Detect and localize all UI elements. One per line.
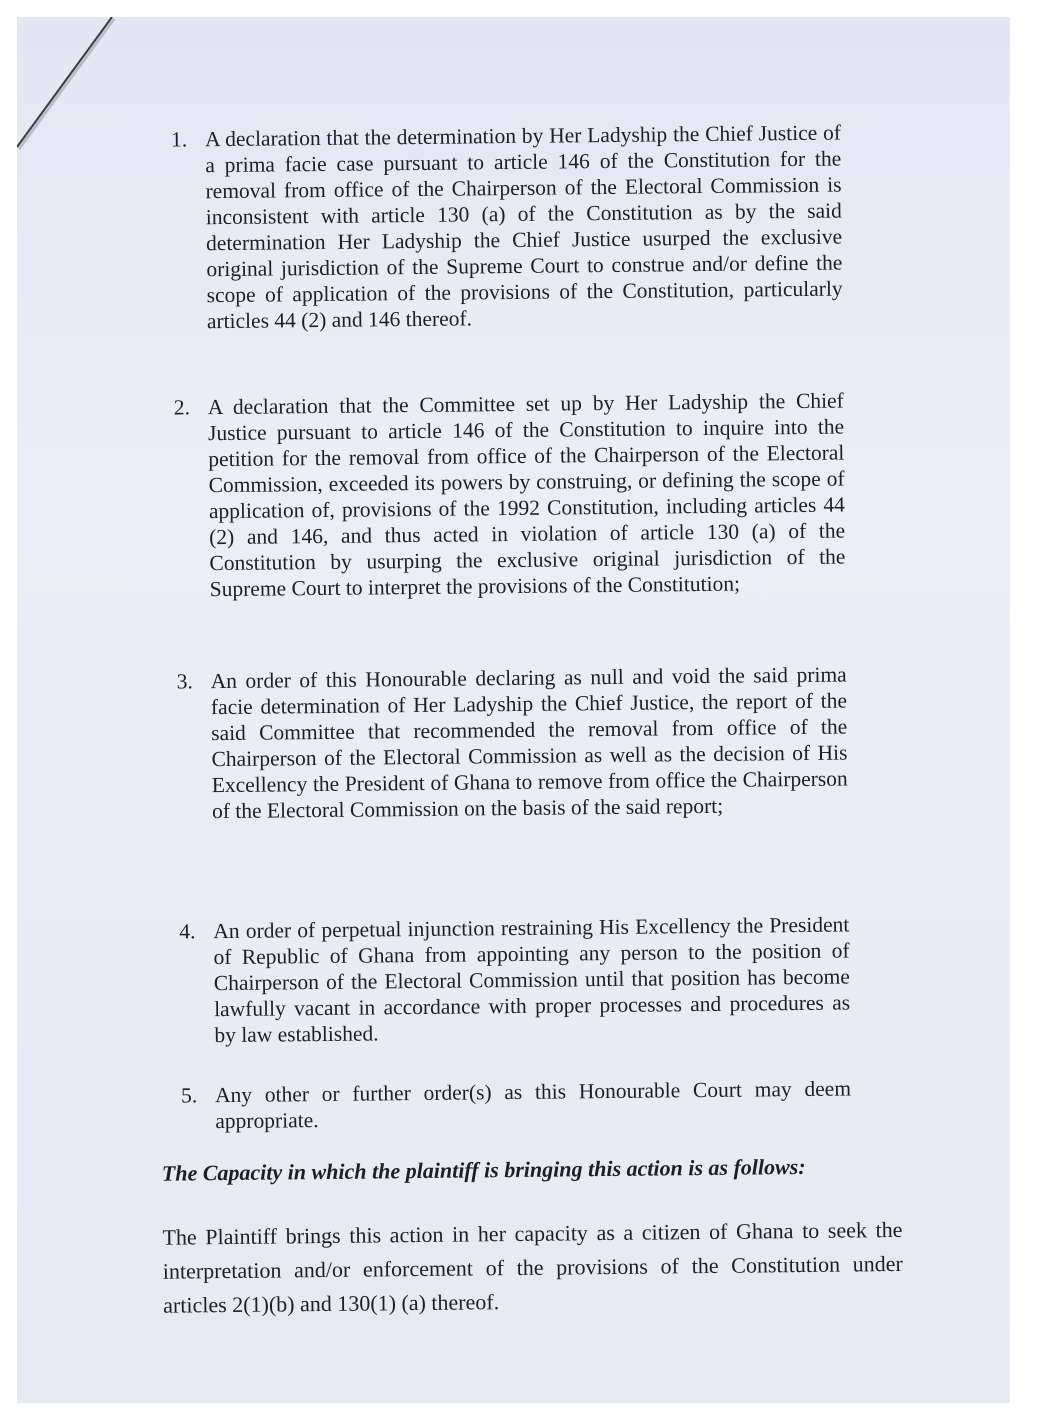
list-item-text: Any other or further order(s) as this Honourable Court may deem appropriate. xyxy=(214,1076,852,1134)
list-item-text: A declaration that the determination by Her Ladyship the Chief Justice of a prima facie case pursuant to article 146 of the Constitution for the removal from office of the Chairperson of the Electoral Commission is inconsistent with article 130 (a) of the Constitution as by the said determination Her Ladyship the Chief Justice usurped the exclusive original jurisdiction of the Supreme Court to construe and/or define the scope of application of the provisions of the Constitution, particularly articles 44 (2) and 146 thereof. xyxy=(204,120,843,334)
list-item-number: 3. xyxy=(176,669,193,694)
capacity-heading: The Capacity in which the plaintiff is bringing this action is as follows: xyxy=(161,1153,806,1186)
capacity-paragraph: The Plaintiff brings this action in her capacity as a citizen of Ghana to seek the interpretation and/or enforcement of the provisions of the Constitution under articles 2(1)(b) and 130(1) (a) thereof. xyxy=(162,1216,903,1318)
list-item xyxy=(171,120,843,335)
list-item xyxy=(179,911,850,1048)
list-item xyxy=(177,662,849,825)
list-item-number: 2. xyxy=(173,395,191,420)
list-item-text: An order of perpetual injunction restraining His Excellency the President of Republic of Ghana from appointing any person to the position of Chairperson of the Electoral Commission until that position has become lawfully vacant in accordance with proper processes and procedures as by law established. xyxy=(213,912,851,1048)
list-item-number: 1. xyxy=(170,127,188,152)
list-item xyxy=(181,1075,852,1134)
list-item-number: 5. xyxy=(180,1083,198,1108)
document-page xyxy=(17,17,1010,1403)
list-item-text: An order of this Honourable declaring as null and void the said prima facie determination of Her Ladyship the Chief Justice, the report of the said Committee that recommended the removal from office of the Chairperson of the Electoral Commission as well as the decision of His Excellency the President of Ghana to remove from office the Chairperson of the Electoral Commission on the basis of the said report; xyxy=(210,662,848,824)
list-item xyxy=(174,388,846,603)
list-item-number: 4. xyxy=(179,919,196,944)
list-item-text: A declaration that the Committee set up by Her Ladyship the Chief Justice pursuant to article 146 of the Constitution to inquire into the petition for the removal from office of the Chairperson of the Electoral Commission, exceeded its powers by construing, or defining the scope of application of, provisions of the 1992 Constitution, including articles 44 (2) and 146, and thus acted in violation of article 130 (a) of the Constitution by usurping the exclusive original jurisdiction of the Supreme Court to interpret the provisions of the Constitution; xyxy=(207,388,846,602)
document-photo xyxy=(17,17,1010,1403)
